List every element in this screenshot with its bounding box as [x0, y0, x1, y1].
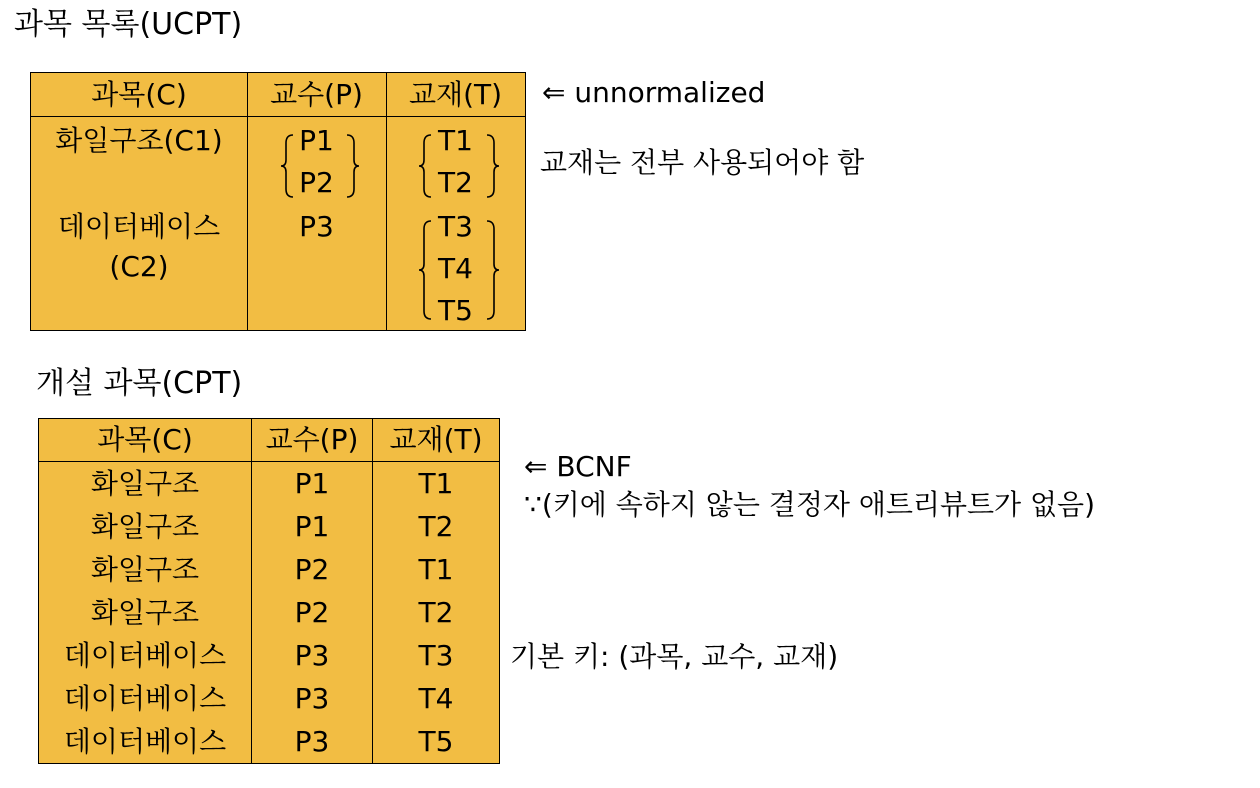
table-row: [39, 462, 500, 506]
cpt-professor: P2: [252, 548, 373, 591]
cpt-primary-key: 기본 키: (과목, 교수, 교재): [510, 640, 839, 673]
cpt-annotation: ⇐ BCNF: [524, 450, 632, 483]
table-row: [39, 548, 500, 591]
table-row: [39, 505, 500, 548]
cpt-header-row: [39, 419, 500, 462]
ucpt-header-course: 과목(C): [91, 78, 187, 111]
cpt-reason: ∵(키에 속하지 않는 결정자 애트리뷰트가 없음): [524, 488, 1096, 521]
cpt-textbook: T5: [373, 720, 500, 764]
cpt-textbook: T2: [373, 505, 500, 548]
cpt-textbook: T4: [373, 677, 500, 720]
cpt-professor: P3: [252, 634, 373, 677]
cpt-course: 데이터베이스: [39, 720, 252, 764]
cpt-header-course: 과목(C): [39, 419, 252, 462]
left-brace-icon: [417, 133, 435, 199]
cpt-professor: P2: [252, 591, 373, 634]
cpt-course: 화일구조: [39, 591, 252, 634]
ucpt-note: 교재는 전부 사용되어야 함: [540, 146, 865, 179]
cpt-professor: P1: [252, 505, 373, 548]
cpt-textbook: T2: [373, 591, 500, 634]
cpt-table: [38, 418, 500, 764]
ucpt-header-professor: 교수(P): [270, 78, 363, 111]
ucpt-table: [30, 72, 526, 331]
ucpt-prof-value: P1: [299, 124, 334, 157]
right-brace-icon: [343, 133, 361, 199]
cpt-course: 화일구조: [39, 505, 252, 548]
right-brace-icon: [483, 219, 501, 321]
table-row: [39, 677, 500, 720]
ucpt-course-c2: 데이터베이스: [57, 210, 221, 243]
cpt-course: 데이터베이스: [39, 634, 252, 677]
right-brace-icon: [483, 133, 501, 199]
cpt-professor: P1: [252, 462, 373, 506]
left-brace-icon: [417, 219, 435, 321]
cpt-textbook: T3: [373, 634, 500, 677]
ucpt-header-divider: [31, 116, 525, 117]
ucpt-text-value: T3: [438, 210, 473, 243]
ucpt-text-value: T1: [438, 124, 473, 157]
cpt-title: 개설 과목(CPT): [36, 366, 243, 401]
ucpt-text-value: T4: [438, 252, 473, 285]
ucpt-title: 과목 목록(UCPT): [14, 7, 243, 42]
cpt-course: 화일구조: [39, 462, 252, 506]
cpt-course: 화일구조: [39, 548, 252, 591]
table-row: [39, 634, 500, 677]
ucpt-course-c1: 화일구조(C1): [55, 124, 223, 157]
ucpt-prof-value: P3: [299, 210, 334, 243]
ucpt-text-value: T2: [438, 166, 473, 199]
ucpt-annotation: ⇐ unnormalized: [542, 76, 766, 109]
table-row: [39, 591, 500, 634]
ucpt-course-c2-id: (C2): [109, 250, 169, 283]
cpt-professor: P3: [252, 677, 373, 720]
cpt-header-textbook: 교재(T): [373, 419, 500, 462]
ucpt-prof-value: P2: [299, 166, 334, 199]
cpt-header-professor: 교수(P): [252, 419, 373, 462]
cpt-professor: P3: [252, 720, 373, 764]
ucpt-text-value: T5: [438, 294, 473, 327]
cpt-textbook: T1: [373, 462, 500, 506]
cpt-course: 데이터베이스: [39, 677, 252, 720]
ucpt-header-textbook: 교재(T): [408, 78, 503, 111]
left-brace-icon: [279, 133, 297, 199]
cpt-textbook: T1: [373, 548, 500, 591]
table-row: [39, 720, 500, 764]
